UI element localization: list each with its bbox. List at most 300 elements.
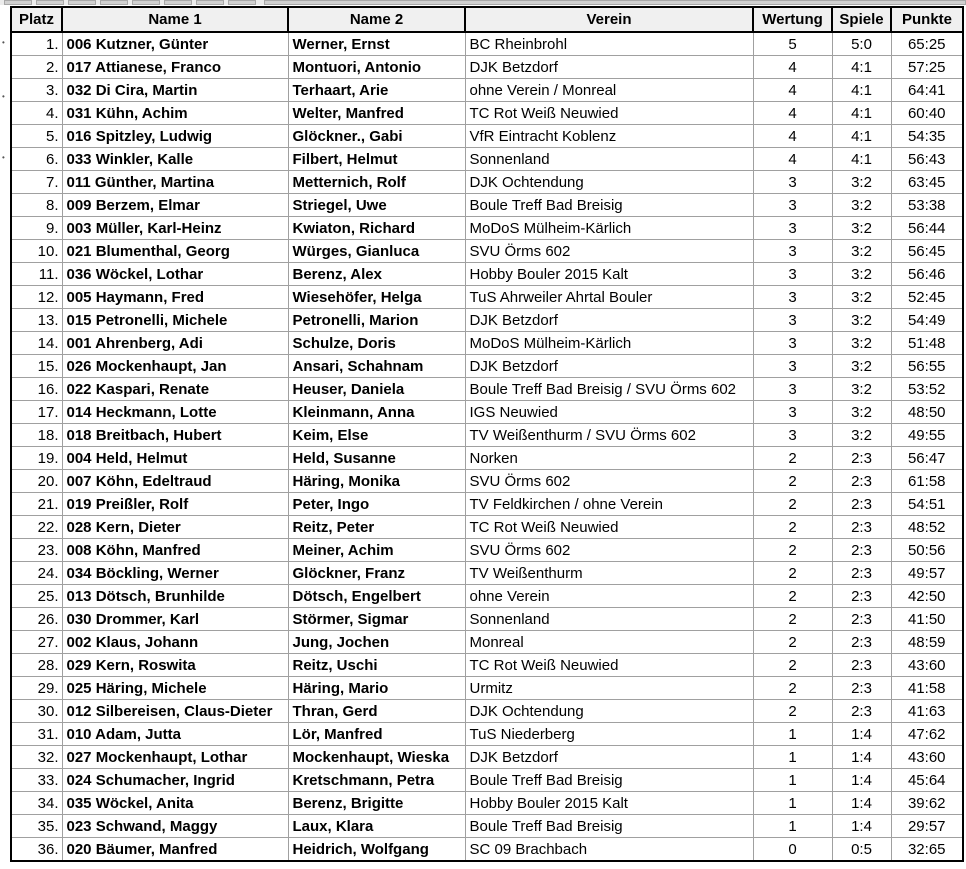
- cell-punkte[interactable]: 42:50: [891, 585, 963, 608]
- cell-wertung[interactable]: 3: [753, 217, 832, 240]
- cell-verein[interactable]: TV Weißenthurm: [465, 562, 753, 585]
- cell-punkte[interactable]: 29:57: [891, 815, 963, 838]
- table-row[interactable]: [11, 723, 963, 746]
- cell-spiele[interactable]: 2:3: [832, 654, 891, 677]
- cell-name2[interactable]: Laux, Klara: [288, 815, 465, 838]
- cell-name2[interactable]: Held, Susanne: [288, 447, 465, 470]
- table-row[interactable]: [11, 447, 963, 470]
- table-row[interactable]: [11, 769, 963, 792]
- cell-verein[interactable]: ohne Verein: [465, 585, 753, 608]
- table-row[interactable]: [11, 56, 963, 79]
- cell-name1[interactable]: 017 Attianese, Franco: [62, 56, 288, 79]
- cell-punkte[interactable]: 48:52: [891, 516, 963, 539]
- cell-platz[interactable]: 34.: [11, 792, 62, 815]
- cell-verein[interactable]: Norken: [465, 447, 753, 470]
- cell-wertung[interactable]: 3: [753, 171, 832, 194]
- cell-name2[interactable]: Berenz, Alex: [288, 263, 465, 286]
- cell-platz[interactable]: 32.: [11, 746, 62, 769]
- cell-name1[interactable]: 030 Drommer, Karl: [62, 608, 288, 631]
- cell-name1[interactable]: 007 Köhn, Edeltraud: [62, 470, 288, 493]
- cell-wertung[interactable]: 1: [753, 746, 832, 769]
- table-row[interactable]: [11, 815, 963, 838]
- table-row[interactable]: [11, 746, 963, 769]
- cell-spiele[interactable]: 4:1: [832, 125, 891, 148]
- cell-punkte[interactable]: 51:48: [891, 332, 963, 355]
- cell-verein[interactable]: TC Rot Weiß Neuwied: [465, 516, 753, 539]
- cell-platz[interactable]: 7.: [11, 171, 62, 194]
- table-row[interactable]: [11, 102, 963, 125]
- cell-spiele[interactable]: 3:2: [832, 355, 891, 378]
- cell-punkte[interactable]: 32:65: [891, 838, 963, 862]
- cell-spiele[interactable]: 4:1: [832, 102, 891, 125]
- cell-wertung[interactable]: 4: [753, 102, 832, 125]
- cell-spiele[interactable]: 2:3: [832, 631, 891, 654]
- cell-name2[interactable]: Peter, Ingo: [288, 493, 465, 516]
- cell-punkte[interactable]: 56:46: [891, 263, 963, 286]
- cell-name1[interactable]: 004 Held, Helmut: [62, 447, 288, 470]
- cell-name1[interactable]: 034 Böckling, Werner: [62, 562, 288, 585]
- cell-verein[interactable]: DJK Betzdorf: [465, 746, 753, 769]
- cell-platz[interactable]: 19.: [11, 447, 62, 470]
- table-row[interactable]: [11, 125, 963, 148]
- cell-platz[interactable]: 15.: [11, 355, 62, 378]
- cell-punkte[interactable]: 64:41: [891, 79, 963, 102]
- cell-platz[interactable]: 17.: [11, 401, 62, 424]
- cell-verein[interactable]: BC Rheinbrohl: [465, 32, 753, 56]
- cell-name2[interactable]: Dötsch, Engelbert: [288, 585, 465, 608]
- cell-platz[interactable]: 33.: [11, 769, 62, 792]
- cell-platz[interactable]: 14.: [11, 332, 62, 355]
- cell-wertung[interactable]: 2: [753, 447, 832, 470]
- cell-wertung[interactable]: 4: [753, 79, 832, 102]
- cell-punkte[interactable]: 56:55: [891, 355, 963, 378]
- cell-punkte[interactable]: 53:38: [891, 194, 963, 217]
- cell-name2[interactable]: Häring, Mario: [288, 677, 465, 700]
- cell-name1[interactable]: 006 Kutzner, Günter: [62, 32, 288, 56]
- table-row[interactable]: [11, 562, 963, 585]
- cell-name2[interactable]: Glöckner., Gabi: [288, 125, 465, 148]
- cell-spiele[interactable]: 2:3: [832, 516, 891, 539]
- cell-platz[interactable]: 35.: [11, 815, 62, 838]
- cell-name1[interactable]: 010 Adam, Jutta: [62, 723, 288, 746]
- cell-name2[interactable]: Welter, Manfred: [288, 102, 465, 125]
- cell-name1[interactable]: 005 Haymann, Fred: [62, 286, 288, 309]
- cell-platz[interactable]: 21.: [11, 493, 62, 516]
- cell-name1[interactable]: 008 Köhn, Manfred: [62, 539, 288, 562]
- cell-spiele[interactable]: 3:2: [832, 424, 891, 447]
- cell-name1[interactable]: 033 Winkler, Kalle: [62, 148, 288, 171]
- table-row[interactable]: [11, 240, 963, 263]
- cell-name1[interactable]: 032 Di Cira, Martin: [62, 79, 288, 102]
- cell-name2[interactable]: Störmer, Sigmar: [288, 608, 465, 631]
- cell-punkte[interactable]: 65:25: [891, 32, 963, 56]
- cell-name1[interactable]: 019 Preißler, Rolf: [62, 493, 288, 516]
- table-row[interactable]: [11, 700, 963, 723]
- cell-verein[interactable]: Boule Treff Bad Breisig: [465, 769, 753, 792]
- cell-platz[interactable]: 27.: [11, 631, 62, 654]
- cell-verein[interactable]: DJK Ochtendung: [465, 171, 753, 194]
- cell-spiele[interactable]: 3:2: [832, 194, 891, 217]
- cell-name2[interactable]: Häring, Monika: [288, 470, 465, 493]
- cell-name1[interactable]: 015 Petronelli, Michele: [62, 309, 288, 332]
- cell-wertung[interactable]: 1: [753, 769, 832, 792]
- cell-verein[interactable]: Boule Treff Bad Breisig / SVU Örms 602: [465, 378, 753, 401]
- column-header-wertung[interactable]: Wertung: [753, 7, 832, 32]
- table-row[interactable]: [11, 470, 963, 493]
- cell-verein[interactable]: Sonnenland: [465, 148, 753, 171]
- cell-punkte[interactable]: 54:35: [891, 125, 963, 148]
- table-row[interactable]: [11, 217, 963, 240]
- cell-name2[interactable]: Striegel, Uwe: [288, 194, 465, 217]
- cell-name2[interactable]: Metternich, Rolf: [288, 171, 465, 194]
- column-header-verein[interactable]: Verein: [465, 7, 753, 32]
- cell-spiele[interactable]: 2:3: [832, 608, 891, 631]
- table-row[interactable]: [11, 32, 963, 56]
- cell-spiele[interactable]: 1:4: [832, 723, 891, 746]
- cell-verein[interactable]: ohne Verein / Monreal: [465, 79, 753, 102]
- cell-spiele[interactable]: 3:2: [832, 309, 891, 332]
- cell-wertung[interactable]: 1: [753, 792, 832, 815]
- cell-verein[interactable]: Urmitz: [465, 677, 753, 700]
- cell-platz[interactable]: 30.: [11, 700, 62, 723]
- cell-verein[interactable]: TC Rot Weiß Neuwied: [465, 102, 753, 125]
- cell-wertung[interactable]: 4: [753, 125, 832, 148]
- cell-spiele[interactable]: 2:3: [832, 470, 891, 493]
- cell-wertung[interactable]: 2: [753, 585, 832, 608]
- header-row: [11, 7, 963, 32]
- cell-platz[interactable]: 6.: [11, 148, 62, 171]
- cell-wertung[interactable]: 4: [753, 56, 832, 79]
- column-header-name2[interactable]: Name 2: [288, 7, 465, 32]
- cell-spiele[interactable]: 0:5: [832, 838, 891, 862]
- cell-name1[interactable]: 022 Kaspari, Renate: [62, 378, 288, 401]
- cell-punkte[interactable]: 56:43: [891, 148, 963, 171]
- cell-platz[interactable]: 36.: [11, 838, 62, 862]
- cell-name1[interactable]: 028 Kern, Dieter: [62, 516, 288, 539]
- cell-platz[interactable]: 12.: [11, 286, 62, 309]
- table-row[interactable]: [11, 79, 963, 102]
- cell-wertung[interactable]: 5: [753, 32, 832, 56]
- cell-punkte[interactable]: 56:47: [891, 447, 963, 470]
- cell-name2[interactable]: Würges, Gianluca: [288, 240, 465, 263]
- cell-name1[interactable]: 018 Breitbach, Hubert: [62, 424, 288, 447]
- cell-verein[interactable]: SVU Örms 602: [465, 240, 753, 263]
- cell-verein[interactable]: SVU Örms 602: [465, 539, 753, 562]
- cell-platz[interactable]: 28.: [11, 654, 62, 677]
- left-edge-mark: •: [2, 38, 5, 47]
- cell-wertung[interactable]: 2: [753, 654, 832, 677]
- table-row[interactable]: [11, 539, 963, 562]
- table-row[interactable]: [11, 631, 963, 654]
- column-header-spiele[interactable]: Spiele: [832, 7, 891, 32]
- cell-wertung[interactable]: 3: [753, 286, 832, 309]
- cell-wertung[interactable]: 1: [753, 815, 832, 838]
- table-row[interactable]: [11, 171, 963, 194]
- cell-wertung[interactable]: 3: [753, 240, 832, 263]
- cell-wertung[interactable]: 0: [753, 838, 832, 862]
- cell-name1[interactable]: 026 Mockenhaupt, Jan: [62, 355, 288, 378]
- cell-name2[interactable]: Jung, Jochen: [288, 631, 465, 654]
- cell-name1[interactable]: 024 Schumacher, Ingrid: [62, 769, 288, 792]
- cell-name2[interactable]: Thran, Gerd: [288, 700, 465, 723]
- table-row[interactable]: [11, 378, 963, 401]
- cell-punkte[interactable]: 53:52: [891, 378, 963, 401]
- cell-wertung[interactable]: 3: [753, 355, 832, 378]
- cell-wertung[interactable]: 2: [753, 677, 832, 700]
- cell-name2[interactable]: Reitz, Uschi: [288, 654, 465, 677]
- cell-platz[interactable]: 1.: [11, 32, 62, 56]
- table-row[interactable]: [11, 838, 963, 862]
- cell-spiele[interactable]: 3:2: [832, 217, 891, 240]
- cell-spiele[interactable]: 2:3: [832, 677, 891, 700]
- cell-name2[interactable]: Filbert, Helmut: [288, 148, 465, 171]
- table-row[interactable]: [11, 608, 963, 631]
- cell-name1[interactable]: 016 Spitzley, Ludwig: [62, 125, 288, 148]
- table-row[interactable]: [11, 332, 963, 355]
- cell-wertung[interactable]: 2: [753, 493, 832, 516]
- cell-name1[interactable]: 036 Wöckel, Lothar: [62, 263, 288, 286]
- cell-verein[interactable]: DJK Betzdorf: [465, 355, 753, 378]
- cell-spiele[interactable]: 5:0: [832, 32, 891, 56]
- cell-name2[interactable]: Schulze, Doris: [288, 332, 465, 355]
- cell-name2[interactable]: Wiesehöfer, Helga: [288, 286, 465, 309]
- cell-name1[interactable]: 001 Ahrenberg, Adi: [62, 332, 288, 355]
- cell-punkte[interactable]: 41:58: [891, 677, 963, 700]
- cell-platz[interactable]: 23.: [11, 539, 62, 562]
- cell-verein[interactable]: Monreal: [465, 631, 753, 654]
- cell-wertung[interactable]: 4: [753, 148, 832, 171]
- cell-wertung[interactable]: 2: [753, 562, 832, 585]
- cell-platz[interactable]: 31.: [11, 723, 62, 746]
- cell-name1[interactable]: 002 Klaus, Johann: [62, 631, 288, 654]
- cell-platz[interactable]: 29.: [11, 677, 62, 700]
- cell-spiele[interactable]: 3:2: [832, 171, 891, 194]
- cell-verein[interactable]: TuS Niederberg: [465, 723, 753, 746]
- cell-verein[interactable]: TV Feldkirchen / ohne Verein: [465, 493, 753, 516]
- cell-name1[interactable]: 023 Schwand, Maggy: [62, 815, 288, 838]
- cell-wertung[interactable]: 1: [753, 723, 832, 746]
- cell-name2[interactable]: Glöckner, Franz: [288, 562, 465, 585]
- cell-platz[interactable]: 2.: [11, 56, 62, 79]
- table-row[interactable]: [11, 401, 963, 424]
- cell-spiele[interactable]: 4:1: [832, 79, 891, 102]
- cell-spiele[interactable]: 3:2: [832, 378, 891, 401]
- cell-spiele[interactable]: 1:4: [832, 746, 891, 769]
- cell-name1[interactable]: 035 Wöckel, Anita: [62, 792, 288, 815]
- cell-platz[interactable]: 26.: [11, 608, 62, 631]
- cell-punkte[interactable]: 43:60: [891, 746, 963, 769]
- cell-name2[interactable]: Kleinmann, Anna: [288, 401, 465, 424]
- cell-punkte[interactable]: 60:40: [891, 102, 963, 125]
- cell-platz[interactable]: 11.: [11, 263, 62, 286]
- cell-platz[interactable]: 13.: [11, 309, 62, 332]
- cell-punkte[interactable]: 52:45: [891, 286, 963, 309]
- cell-name1[interactable]: 009 Berzem, Elmar: [62, 194, 288, 217]
- cell-wertung[interactable]: 2: [753, 539, 832, 562]
- cell-verein[interactable]: TC Rot Weiß Neuwied: [465, 654, 753, 677]
- cell-name2[interactable]: Werner, Ernst: [288, 32, 465, 56]
- cell-verein[interactable]: SVU Örms 602: [465, 470, 753, 493]
- cell-spiele[interactable]: 2:3: [832, 700, 891, 723]
- cell-name2[interactable]: Terhaart, Arie: [288, 79, 465, 102]
- cell-platz[interactable]: 3.: [11, 79, 62, 102]
- cell-wertung[interactable]: 2: [753, 700, 832, 723]
- cell-punkte[interactable]: 54:49: [891, 309, 963, 332]
- cell-verein[interactable]: Hobby Bouler 2015 Kalt: [465, 792, 753, 815]
- cell-verein[interactable]: Sonnenland: [465, 608, 753, 631]
- cell-wertung[interactable]: 3: [753, 194, 832, 217]
- cell-name2[interactable]: Reitz, Peter: [288, 516, 465, 539]
- cell-platz[interactable]: 4.: [11, 102, 62, 125]
- cell-name2[interactable]: Mockenhaupt, Wieska: [288, 746, 465, 769]
- cell-punkte[interactable]: 63:45: [891, 171, 963, 194]
- cell-name1[interactable]: 031 Kühn, Achim: [62, 102, 288, 125]
- table-row[interactable]: [11, 792, 963, 815]
- cell-verein[interactable]: DJK Betzdorf: [465, 56, 753, 79]
- cell-platz[interactable]: 25.: [11, 585, 62, 608]
- table-row[interactable]: [11, 309, 963, 332]
- cell-wertung[interactable]: 3: [753, 378, 832, 401]
- cell-verein[interactable]: MoDoS Mülheim-Kärlich: [465, 217, 753, 240]
- cell-platz[interactable]: 5.: [11, 125, 62, 148]
- cell-wertung[interactable]: 3: [753, 263, 832, 286]
- cell-name2[interactable]: Heuser, Daniela: [288, 378, 465, 401]
- cell-wertung[interactable]: 3: [753, 401, 832, 424]
- cell-platz[interactable]: 10.: [11, 240, 62, 263]
- cell-punkte[interactable]: 56:45: [891, 240, 963, 263]
- cell-punkte[interactable]: 56:44: [891, 217, 963, 240]
- cell-verein[interactable]: SC 09 Brachbach: [465, 838, 753, 862]
- cell-verein[interactable]: TV Weißenthurm / SVU Örms 602: [465, 424, 753, 447]
- cell-spiele[interactable]: 1:4: [832, 769, 891, 792]
- column-header-name1[interactable]: Name 1: [62, 7, 288, 32]
- cell-spiele[interactable]: 4:1: [832, 148, 891, 171]
- cell-verein[interactable]: TuS Ahrweiler Ahrtal Bouler: [465, 286, 753, 309]
- cell-spiele[interactable]: 2:3: [832, 539, 891, 562]
- cell-platz[interactable]: 16.: [11, 378, 62, 401]
- cell-spiele[interactable]: 1:4: [832, 792, 891, 815]
- cell-punkte[interactable]: 48:50: [891, 401, 963, 424]
- cell-spiele[interactable]: 2:3: [832, 447, 891, 470]
- cell-verein[interactable]: Boule Treff Bad Breisig: [465, 194, 753, 217]
- left-edge-mark: •: [2, 153, 5, 162]
- cell-spiele[interactable]: 3:2: [832, 332, 891, 355]
- table-row[interactable]: [11, 585, 963, 608]
- cell-name2[interactable]: Petronelli, Marion: [288, 309, 465, 332]
- cell-verein[interactable]: Boule Treff Bad Breisig: [465, 815, 753, 838]
- column-header-platz[interactable]: Platz: [11, 7, 62, 32]
- cell-name2[interactable]: Berenz, Brigitte: [288, 792, 465, 815]
- cell-punkte[interactable]: 41:50: [891, 608, 963, 631]
- cell-wertung[interactable]: 3: [753, 424, 832, 447]
- cell-name1[interactable]: 003 Müller, Karl-Heinz: [62, 217, 288, 240]
- cell-name1[interactable]: 025 Häring, Michele: [62, 677, 288, 700]
- cell-platz[interactable]: 22.: [11, 516, 62, 539]
- cell-name2[interactable]: Ansari, Schahnam: [288, 355, 465, 378]
- table-row[interactable]: [11, 516, 963, 539]
- cell-verein[interactable]: DJK Betzdorf: [465, 309, 753, 332]
- cell-spiele[interactable]: 3:2: [832, 401, 891, 424]
- table-body: [11, 32, 963, 861]
- cell-name1[interactable]: 020 Bäumer, Manfred: [62, 838, 288, 862]
- cell-name2[interactable]: Kretschmann, Petra: [288, 769, 465, 792]
- cell-name1[interactable]: 012 Silbereisen, Claus-Dieter: [62, 700, 288, 723]
- cell-name1[interactable]: 014 Heckmann, Lotte: [62, 401, 288, 424]
- cell-wertung[interactable]: 2: [753, 608, 832, 631]
- cell-punkte[interactable]: 50:56: [891, 539, 963, 562]
- table-row[interactable]: [11, 286, 963, 309]
- table-row[interactable]: [11, 493, 963, 516]
- cell-verein[interactable]: VfR Eintracht Koblenz: [465, 125, 753, 148]
- cell-wertung[interactable]: 2: [753, 470, 832, 493]
- cell-punkte[interactable]: 57:25: [891, 56, 963, 79]
- table-row[interactable]: [11, 654, 963, 677]
- cell-spiele[interactable]: 3:2: [832, 263, 891, 286]
- cell-platz[interactable]: 20.: [11, 470, 62, 493]
- cell-name1[interactable]: 011 Günther, Martina: [62, 171, 288, 194]
- table-row[interactable]: [11, 677, 963, 700]
- cell-punkte[interactable]: 43:60: [891, 654, 963, 677]
- cell-name2[interactable]: Montuori, Antonio: [288, 56, 465, 79]
- column-header-punkte[interactable]: Punkte: [891, 7, 963, 32]
- cell-verein[interactable]: IGS Neuwied: [465, 401, 753, 424]
- table-row[interactable]: [11, 355, 963, 378]
- cell-verein[interactable]: Hobby Bouler 2015 Kalt: [465, 263, 753, 286]
- cell-spiele[interactable]: 3:2: [832, 286, 891, 309]
- cell-spiele[interactable]: 2:3: [832, 585, 891, 608]
- cell-name1[interactable]: 027 Mockenhaupt, Lothar: [62, 746, 288, 769]
- table-row[interactable]: [11, 263, 963, 286]
- cell-punkte[interactable]: 61:58: [891, 470, 963, 493]
- cell-name1[interactable]: 013 Dötsch, Brunhilde: [62, 585, 288, 608]
- cell-punkte[interactable]: 41:63: [891, 700, 963, 723]
- cell-wertung[interactable]: 3: [753, 332, 832, 355]
- cell-name2[interactable]: Keim, Else: [288, 424, 465, 447]
- toolbar-strip: [0, 0, 966, 5]
- cell-name1[interactable]: 021 Blumenthal, Georg: [62, 240, 288, 263]
- cell-verein[interactable]: DJK Ochtendung: [465, 700, 753, 723]
- cell-punkte[interactable]: 49:55: [891, 424, 963, 447]
- table-row[interactable]: [11, 424, 963, 447]
- cell-platz[interactable]: 9.: [11, 217, 62, 240]
- cell-spiele[interactable]: 1:4: [832, 815, 891, 838]
- cell-wertung[interactable]: 2: [753, 516, 832, 539]
- cell-platz[interactable]: 8.: [11, 194, 62, 217]
- cell-name2[interactable]: Meiner, Achim: [288, 539, 465, 562]
- cell-spiele[interactable]: 2:3: [832, 562, 891, 585]
- cell-punkte[interactable]: 48:59: [891, 631, 963, 654]
- cell-spiele[interactable]: 3:2: [832, 240, 891, 263]
- cell-spiele[interactable]: 2:3: [832, 493, 891, 516]
- cell-name2[interactable]: Kwiaton, Richard: [288, 217, 465, 240]
- cell-punkte[interactable]: 45:64: [891, 769, 963, 792]
- cell-punkte[interactable]: 47:62: [891, 723, 963, 746]
- cell-name2[interactable]: Lör, Manfred: [288, 723, 465, 746]
- table-row[interactable]: [11, 148, 963, 171]
- cell-spiele[interactable]: 4:1: [832, 56, 891, 79]
- cell-punkte[interactable]: 49:57: [891, 562, 963, 585]
- cell-verein[interactable]: MoDoS Mülheim-Kärlich: [465, 332, 753, 355]
- cell-platz[interactable]: 24.: [11, 562, 62, 585]
- cell-wertung[interactable]: 3: [753, 309, 832, 332]
- cell-punkte[interactable]: 39:62: [891, 792, 963, 815]
- cell-name2[interactable]: Heidrich, Wolfgang: [288, 838, 465, 862]
- cell-punkte[interactable]: 54:51: [891, 493, 963, 516]
- cell-wertung[interactable]: 2: [753, 631, 832, 654]
- table-row[interactable]: [11, 194, 963, 217]
- cell-platz[interactable]: 18.: [11, 424, 62, 447]
- cell-name1[interactable]: 029 Kern, Roswita: [62, 654, 288, 677]
